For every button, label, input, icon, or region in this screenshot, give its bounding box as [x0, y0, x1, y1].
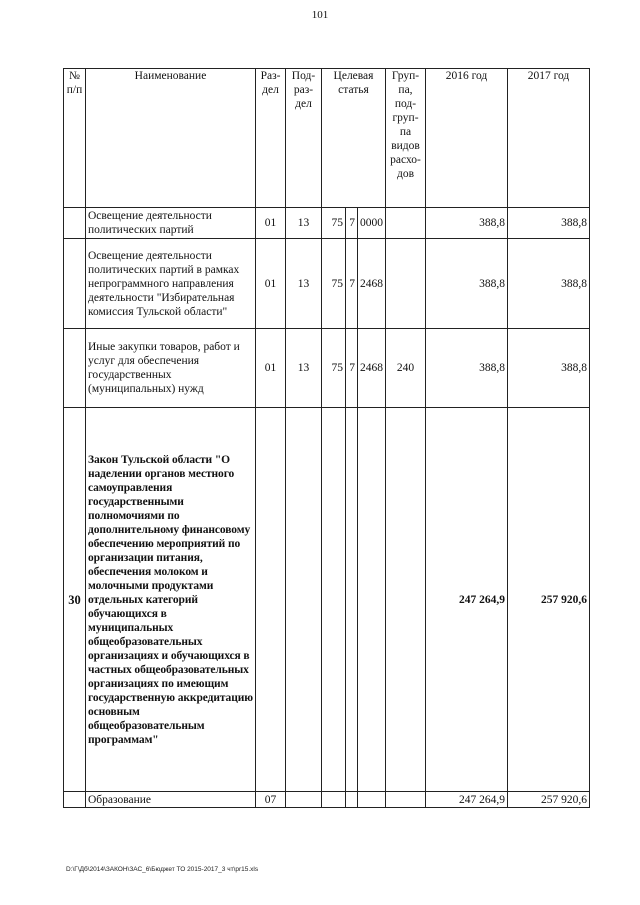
row-group [386, 792, 426, 808]
row-name: Закон Тульской области "О наделении органов местного самоуправления государственными полномочиями по дополнительному финансовому обеспечению мероприятий по организации питания, обеспечения молоком и молочными продуктами отдельных категорий обучающихся в муниципальных общеобразовательных организациях и обучающихся в частных общеобразовательных организациях по имеющим государственную аккредитацию основным общеобразовательным программам" [86, 408, 256, 792]
row-section: 01 [256, 208, 286, 239]
row-subsection: 13 [286, 329, 322, 408]
row-amount-2016: 388,8 [426, 239, 508, 329]
header-target: Целевая статья [322, 69, 386, 208]
row-target-sub: 7 [346, 239, 358, 329]
row-section: 01 [256, 329, 286, 408]
header-section: Раз-дел [256, 69, 286, 208]
file-path-footer: D:\Г\Дб\2014\ЗАКОН\ЗАС_6\Бюджет ТО 2015-2017_3 чт\pr15.xls [66, 866, 259, 873]
header-2016: 2016 год [426, 69, 508, 208]
row-num [64, 239, 86, 329]
row-subsection: 13 [286, 208, 322, 239]
table-row [64, 792, 590, 808]
row-target-code [358, 408, 386, 792]
page-number: 101 [311, 9, 329, 21]
row-name: Иные закупки товаров, работ и услуг для обеспечения государственных (муниципальных) нужд [86, 329, 256, 408]
header-2017: 2017 год [508, 69, 590, 208]
row-target-program: 75 [322, 329, 346, 408]
table-row [64, 408, 590, 792]
row-name: Освещение деятельности политических партий [86, 208, 256, 239]
row-target-code [358, 792, 386, 808]
row-target-program: 75 [322, 208, 346, 239]
row-name: Освещение деятельности политических партий в рамках непрограммного направления деятельности "Избирательная комиссия Тульской области" [86, 239, 256, 329]
row-amount-2017: 388,8 [508, 239, 590, 329]
row-amount-2017: 388,8 [508, 329, 590, 408]
row-subsection [286, 408, 322, 792]
row-subsection: 13 [286, 239, 322, 329]
row-target-code: 2468 [358, 329, 386, 408]
row-amount-2017: 257 920,6 [508, 408, 590, 792]
row-amount-2016: 388,8 [426, 208, 508, 239]
row-amount-2016: 388,8 [426, 329, 508, 408]
row-target-program: 75 [322, 239, 346, 329]
row-amount-2017: 388,8 [508, 208, 590, 239]
table-row [64, 329, 590, 408]
header-group: Груп-па, под-груп-па видов расхо-дов [386, 69, 426, 208]
row-amount-2016: 247 264,9 [426, 408, 508, 792]
header-name: Наименование [86, 69, 256, 208]
row-amount-2017: 257 920,6 [508, 792, 590, 808]
row-num [64, 792, 86, 808]
row-num [64, 208, 86, 239]
row-subsection [286, 792, 322, 808]
row-section: 07 [256, 792, 286, 808]
row-section [256, 408, 286, 792]
row-section: 01 [256, 239, 286, 329]
row-group [386, 208, 426, 239]
table-row [64, 239, 590, 329]
row-name: Образование [86, 792, 256, 808]
row-amount-2016: 247 264,9 [426, 792, 508, 808]
row-target-sub: 7 [346, 329, 358, 408]
header-num: № п/п [64, 69, 86, 208]
row-target-sub: 7 [346, 208, 358, 239]
header-row [64, 69, 590, 208]
header-subsection: Под-раз-дел [286, 69, 322, 208]
budget-table [63, 68, 590, 808]
row-group [386, 408, 426, 792]
row-target-program [322, 408, 346, 792]
row-target-code: 0000 [358, 208, 386, 239]
row-num: 30 [64, 408, 86, 792]
table-row [64, 208, 590, 239]
row-group [386, 239, 426, 329]
row-target-sub [346, 408, 358, 792]
row-group: 240 [386, 329, 426, 408]
row-target-program [322, 792, 346, 808]
row-target-code: 2468 [358, 239, 386, 329]
row-num [64, 329, 86, 408]
row-target-sub [346, 792, 358, 808]
